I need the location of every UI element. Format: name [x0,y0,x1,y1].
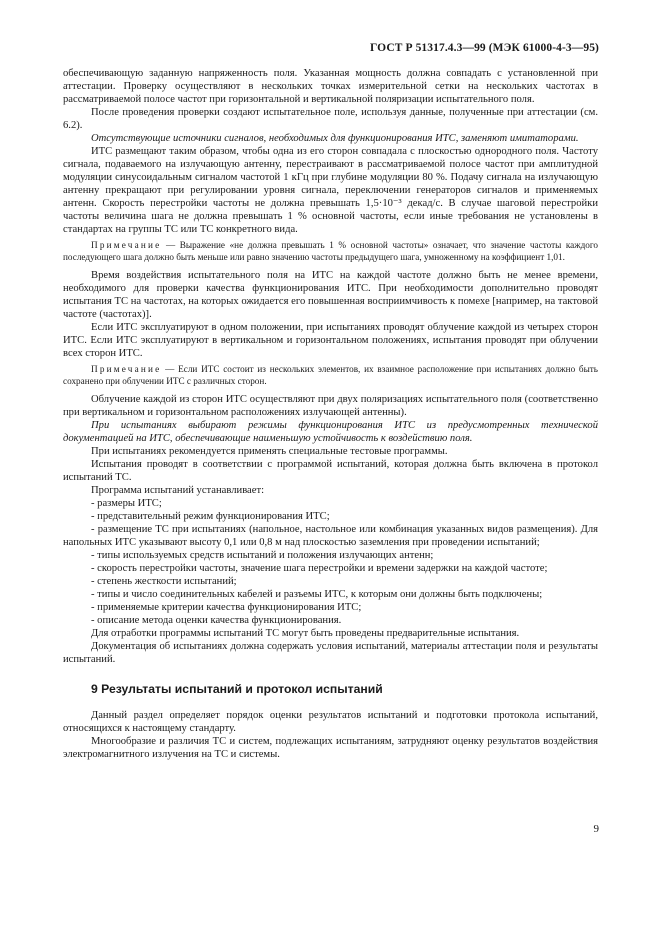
note-label: Примечание [91,364,162,374]
list-item: - степень жесткости испытаний; [91,576,237,587]
list-item: - типы и число соединительных кабелей и разъемы ИТС, к которым они должны быть подключены; [91,589,543,600]
paragraph-italic: Отсутствующие источники сигналов, необходимых для функционирования ИТС, заменяют имитаторами. [91,133,579,144]
paragraph: Время воздействия испытательного поля на ИТС на каждой частоте должно быть не менее времени, необходимого для проверки качества функционирования ИТС. При необходимости дополнительно проводят испытания ТС на частотах, на которых ожидается его повышенная восприимчивость к помехе [например, на тактовой частоте (частотах)]. [63,270,598,320]
note [63,363,598,387]
paragraph: Облучение каждой из сторон ИТС осуществляют при двух поляризациях испытательного поля (соответственно при вертикальном и горизонтальном расположениях излучающей антенны). [63,394,598,418]
note [63,239,598,263]
section-heading: 9 Результаты испытаний и протокол испытаний [91,682,383,696]
paragraph: Если ИТС эксплуатируют в одном положении, при испытаниях проводят облучение каждой из четырех сторон ИТС. Если ИТС эксплуатируют в вертикальном и горизонтальном положениях, испытания проводят при облучении всех сторон ИТС. [63,322,598,359]
list-item: - типы используемых средств испытаний и положения излучающих антенн; [91,550,434,561]
list-item: - представительный режим функционирования ИТС; [91,511,330,522]
paragraph: Испытания проводят в соответствии с программой испытаний, которая должна быть включена в протокол испытаний ТС. [63,459,598,483]
paragraph: ИТС размещают таким образом, чтобы одна из его сторон совпадала с плоскостью однородного поля. Частоту сигнала, подаваемого на излучающую антенну, перестраивают в рассматриваемой полосе частот при амплитудной модуляции синусоидальным сигналом частотой 1 кГц при глубине модуляции 80 %. Подачу сигнала на излучающую антенну прекращают при регулировании уровня сигнала, переключении генераторов сигналов и применяемых антенн. Скорость перестройки частоты не должна превышать 1,5·10⁻³ декад/с. В случае шаговой перестройки частоты величина шага не должна превышать 1 % основной частоты, если иные требования не установлены в стандартах на группы ТС или ТС конкретного вида. [63,146,598,235]
paragraph-italic: При испытаниях выбирают режимы функционирования ИТС из предусмотренных технической документацией на ИТС, обеспечивающие наименьшую устойчивость к воздействию поля. [63,420,598,444]
document-body [63,67,598,761]
list-item: - применяемые критерии качества функционирования ИТС; [91,602,362,613]
list-item: - размеры ИТС; [91,498,162,509]
paragraph: После проведения проверки создают испытательное поле, используя данные, полученные при аттестации (см. 6.2). [63,107,598,131]
paragraph: Документация об испытаниях должна содержать условия испытаний, материалы аттестации поля и результаты испытаний. [63,641,598,665]
paragraph: Многообразие и различия ТС и систем, подлежащих испытаниям, затрудняют оценку результатов воздействия электромагнитного излучения на ТС и системы. [63,736,598,760]
page-header: ГОСТ Р 51317.4.3—99 (МЭК 61000-4-3—95) [370,42,599,54]
note-text: — Выражение «не должна превышать 1 % основной частоты» означает, что значение частоты каждого последующего шага должно быть меньше или равно значению частоты предыдущего шага, умноженному на коэффициент 1,01. [63,240,598,262]
paragraph: обеспечивающую заданную напряженность поля. Указанная мощность должна совпадать с установленной при аттестации. Проверку осуществляют в нескольких точках измерительной сетки на нескольких частотах в рассматриваемой полосе частот при горизонтальной и вертикальной поляризации испытательного поля. [63,68,598,105]
list-item: - описание метода оценки качества функционирования. [91,615,342,626]
paragraph: Для отработки программы испытаний ТС могут быть проведены предварительные испытания. [91,628,520,639]
paragraph: При испытаниях рекомендуется применять специальные тестовые программы. [91,446,448,457]
paragraph: Программа испытаний устанавливает: [91,485,265,496]
note-text: — Если ИТС состоит из нескольких элементов, их взаимное расположение при испытаниях должно быть сохранено при облучении ИТС с различных сторон. [63,364,598,386]
note-label: Примечание [91,240,162,250]
list-item: - скорость перестройки частоты, значение шага перестройки и времени задержки на каждой частоте; [91,563,548,574]
page-number: 9 [593,823,599,835]
paragraph: Данный раздел определяет порядок оценки результатов испытаний и подготовки протокола испытаний, относящихся к настоящему стандарту. [63,710,598,734]
list-item: - размещение ТС при испытаниях (напольное, настольное или комбинация указанных видов размещения). Для напольных ИТС указывают высоту 0,1 или 0,8 м над плоскостью заземления при проведении испытаний; [63,524,598,548]
